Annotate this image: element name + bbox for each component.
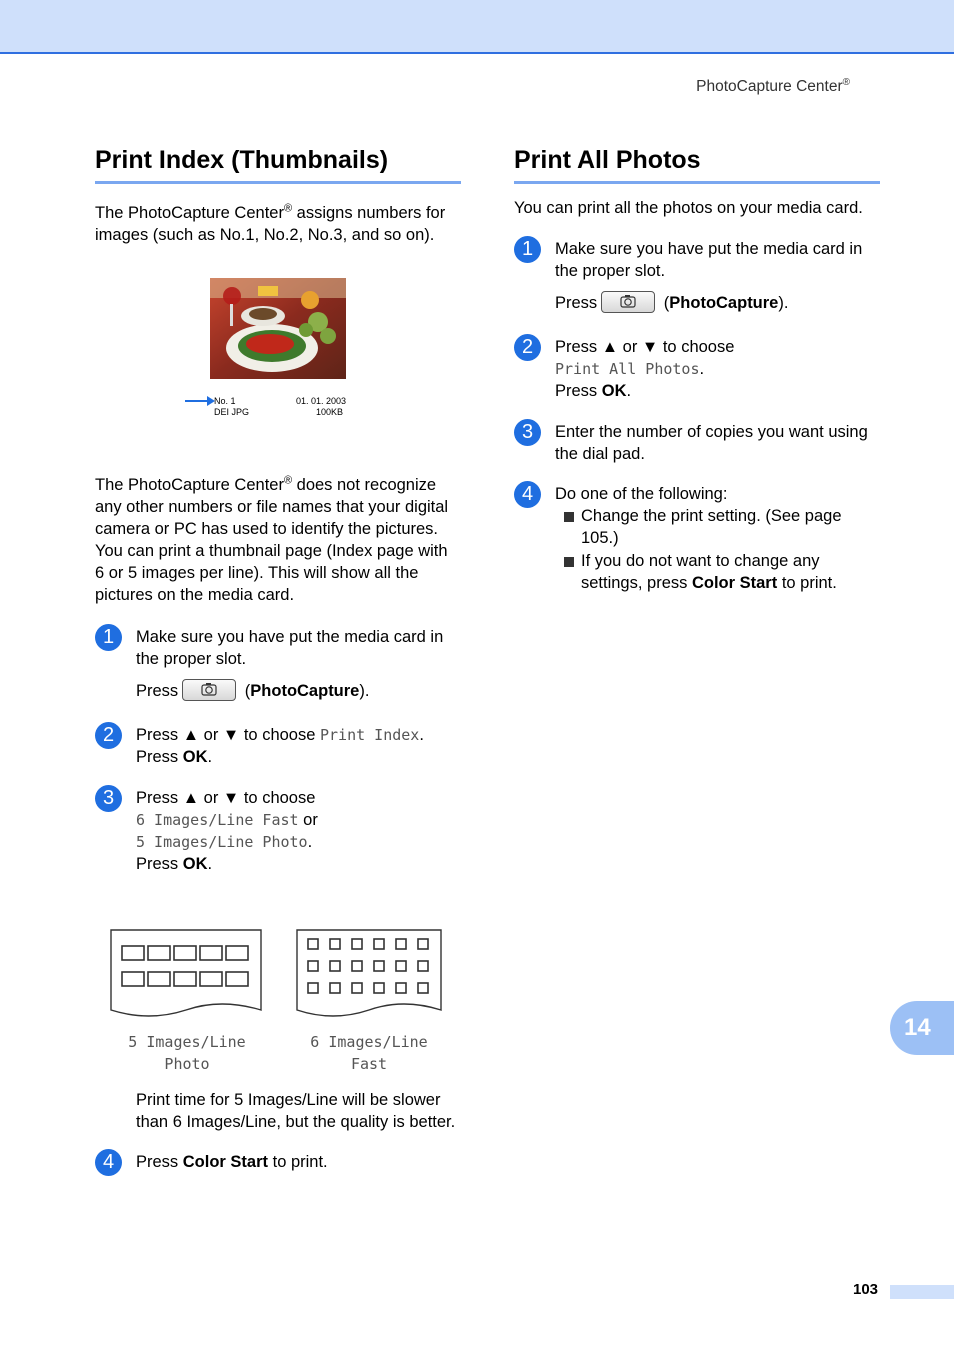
- print-time-note: Print time for 5 Images/Line will be slower than 6 Images/Line, but the quality is better.: [136, 1091, 456, 1131]
- right-step-4-text: Do one of the following:: [555, 484, 728, 503]
- step-number-badge: 3: [95, 785, 122, 812]
- left-column-lower: [95, 1089, 461, 1173]
- step-3-option-1: 6 Images/Line Fast or: [136, 810, 318, 829]
- step-1-text: Make sure you have put the media card in the proper slot.: [136, 628, 444, 668]
- thumb-file-label: DEI JPG: [214, 407, 250, 417]
- step-3: [95, 787, 461, 875]
- right-step-4-bullet-2: If you do not want to change any settings, press Color Start to print.: [555, 550, 880, 594]
- thumb-no-label: No. 1: [214, 396, 236, 406]
- page-number-bar: [890, 1285, 954, 1299]
- step-4: [95, 1151, 461, 1173]
- title-rule: [95, 181, 461, 184]
- step-number-badge: 1: [514, 236, 541, 263]
- right-step-2-option: Print All Photos.: [555, 359, 705, 378]
- photocapture-button-icon: [182, 679, 236, 701]
- right-step-4-bullet-1: Change the print setting. (See page 105.): [555, 505, 880, 549]
- section-title-print-all: Print All Photos: [514, 146, 701, 174]
- right-step-2-text: Press ▲ or ▼ to choose: [555, 337, 735, 356]
- step-1: [95, 626, 461, 703]
- step-3-text: Press ▲ or ▼ to choose: [136, 788, 316, 807]
- page-number: 103: [853, 1281, 879, 1298]
- thumb-size-label: 100KB: [316, 407, 344, 417]
- right-step-1-text: Make sure you have put the media card in the proper slot.: [555, 240, 863, 280]
- step-number-badge: 2: [514, 334, 541, 361]
- description-paragraph: The PhotoCapture Center® does not recognize any other numbers or file names that your digital camera or PC has used to identify the pictures. You can print a thumbnail page (Index page with 6 or 5 images per line). This will show all the pictures on the media card.: [95, 474, 449, 604]
- step-2: [95, 724, 461, 768]
- step-number-badge: 3: [514, 419, 541, 446]
- running-head: PhotoCapture Center®: [696, 76, 850, 95]
- intro-paragraph: The PhotoCapture Center® assigns numbers for images (such as No.1, No.2, No.3, and so on).: [95, 202, 446, 244]
- left-column: [95, 145, 461, 875]
- step-number-badge: 2: [95, 722, 122, 749]
- arrow-icon: [185, 396, 215, 406]
- right-intro-paragraph: You can print all the photos on your media card.: [514, 199, 863, 217]
- right-step-3-text: Enter the number of copies you want using the dial pad.: [555, 422, 868, 463]
- step-2-text: Press ▲ or ▼ to choose Print Index.: [136, 725, 424, 744]
- thumbnail-illustration: [95, 276, 461, 466]
- step-number-badge: 4: [514, 481, 541, 508]
- right-step-4: [514, 483, 880, 594]
- right-step-1: [514, 238, 880, 315]
- thumb-date-label: 01. 01. 2003: [296, 396, 347, 406]
- step-2-press-ok: Press OK.: [136, 747, 213, 766]
- layout-5-per-line-icon: [109, 928, 265, 1024]
- title-rule: [514, 181, 880, 184]
- step-3-option-2: 5 Images/Line Photo.: [136, 832, 313, 851]
- right-step-1-press: Press (PhotoCapture).: [555, 292, 880, 315]
- layout-5-caption: 5 Images/Line Photo: [128, 1033, 246, 1073]
- step-4-text: Press Color Start to print.: [136, 1153, 328, 1171]
- step-number-badge: 1: [95, 624, 122, 651]
- right-step-3: [514, 421, 880, 465]
- header-band: [0, 0, 954, 54]
- right-column: [514, 145, 880, 594]
- step-1-press: Press (PhotoCapture).: [136, 680, 461, 703]
- section-title-print-index: Print Index (Thumbnails): [95, 146, 389, 174]
- chapter-tab: 14: [890, 1001, 954, 1055]
- right-step-2: [514, 336, 880, 402]
- photocapture-button-icon: [601, 291, 655, 313]
- step-number-badge: 4: [95, 1149, 122, 1176]
- food-photo: [210, 278, 346, 379]
- layout-6-caption: 6 Images/Line Fast: [310, 1033, 428, 1073]
- step-3-press-ok: Press OK.: [136, 854, 213, 873]
- layout-6-per-line-icon: [295, 928, 445, 1024]
- right-step-2-press-ok: Press OK.: [555, 381, 632, 400]
